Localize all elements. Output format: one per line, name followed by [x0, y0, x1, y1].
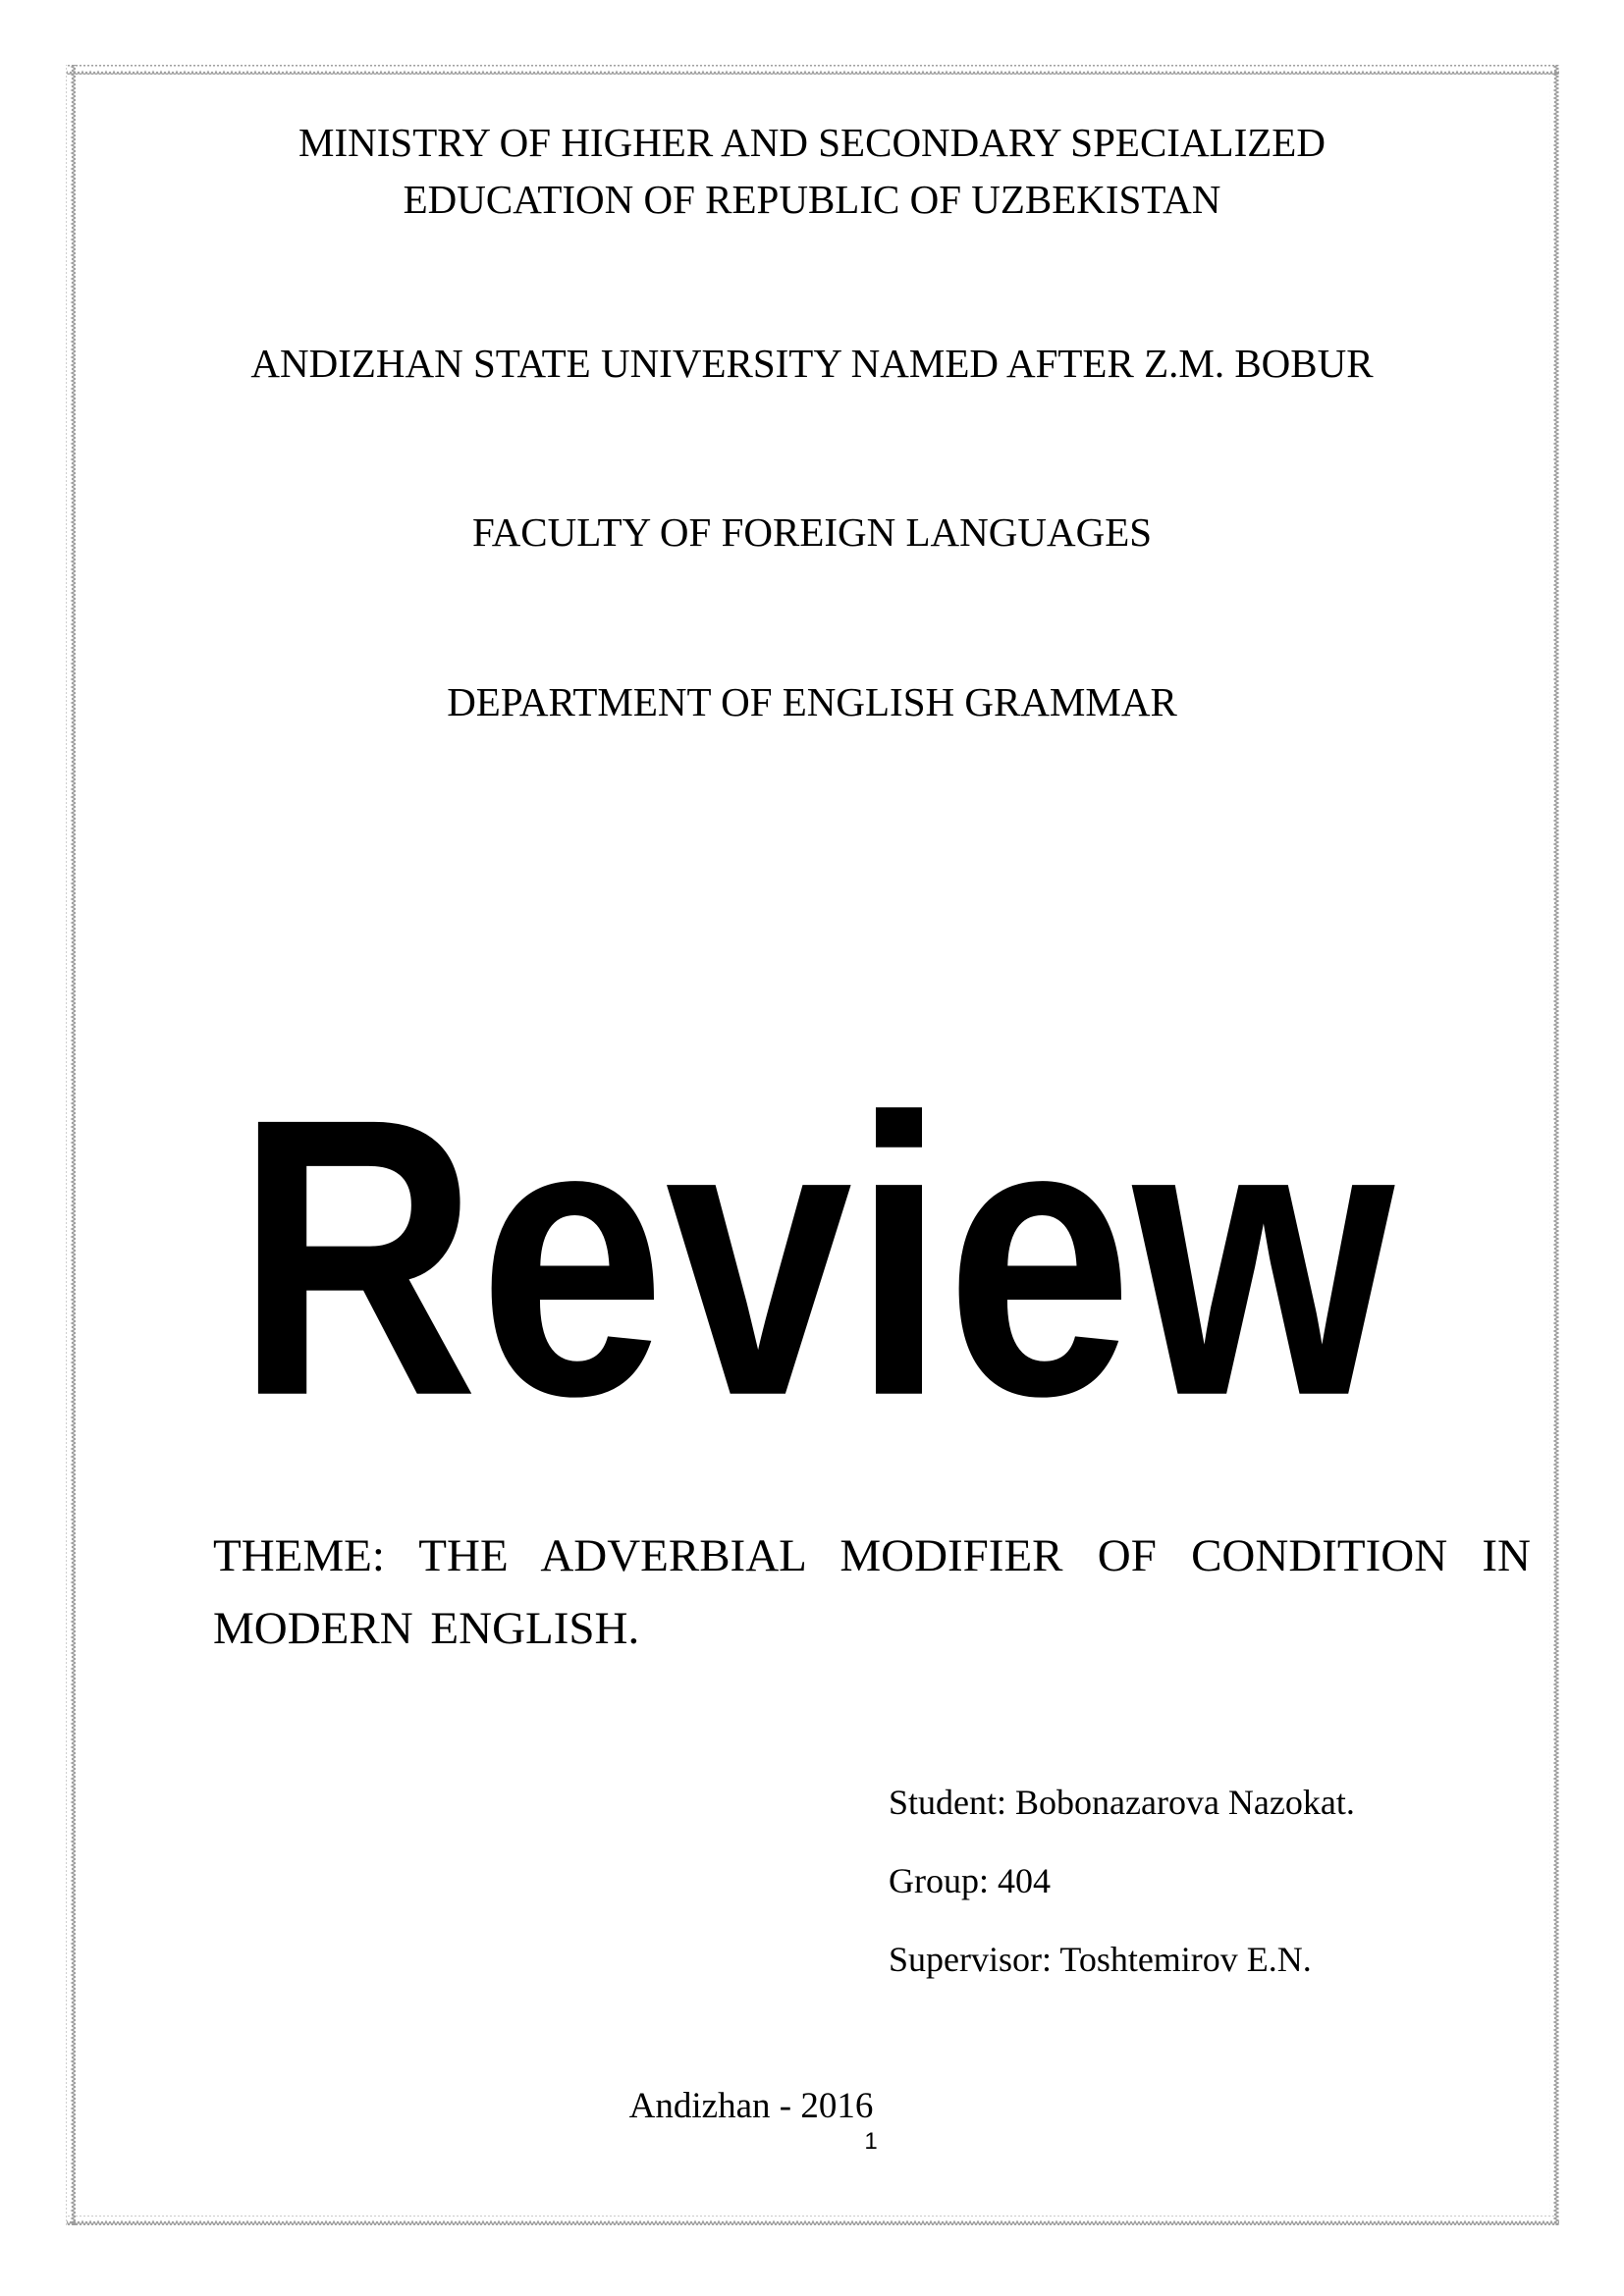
supervisor-line: Supervisor: Toshtemirov E.N. — [889, 1940, 1312, 1979]
review-wordart — [226, 982, 1404, 1414]
border-left — [66, 65, 76, 2225]
group-line: Group: 404 — [889, 1861, 1051, 1900]
review-wordart-text: Review — [236, 1036, 1396, 1414]
border-bottom — [67, 2216, 1559, 2225]
faculty-name: FACULTY OF FOREIGN LANGUAGES — [471, 509, 1153, 555]
student-line: Student: Bobonazarova Nazokat. — [889, 1783, 1355, 1822]
ministry-line-1: MINISTRY OF HIGHER AND SECONDARY SPECIALIZED — [298, 120, 1326, 165]
ministry-line-2: EDUCATION OF REPUBLIC OF UZBEKISTAN — [403, 177, 1221, 222]
border-right — [1549, 65, 1559, 2225]
border-top — [67, 65, 1559, 75]
page-number: 1 — [864, 2128, 878, 2155]
theme-title: THEME: THE ADVERBIAL MODIFIER OF CONDITION IN MODERN ENGLISH. — [213, 1530, 1531, 1654]
university-name: ANDIZHAN STATE UNIVERSITY NAMED AFTER Z.M. BOBUR — [250, 341, 1374, 386]
place-year: Andizhan - 2016 — [628, 2086, 874, 2126]
department-name: DEPARTMENT OF ENGLISH GRAMMAR — [447, 679, 1177, 724]
